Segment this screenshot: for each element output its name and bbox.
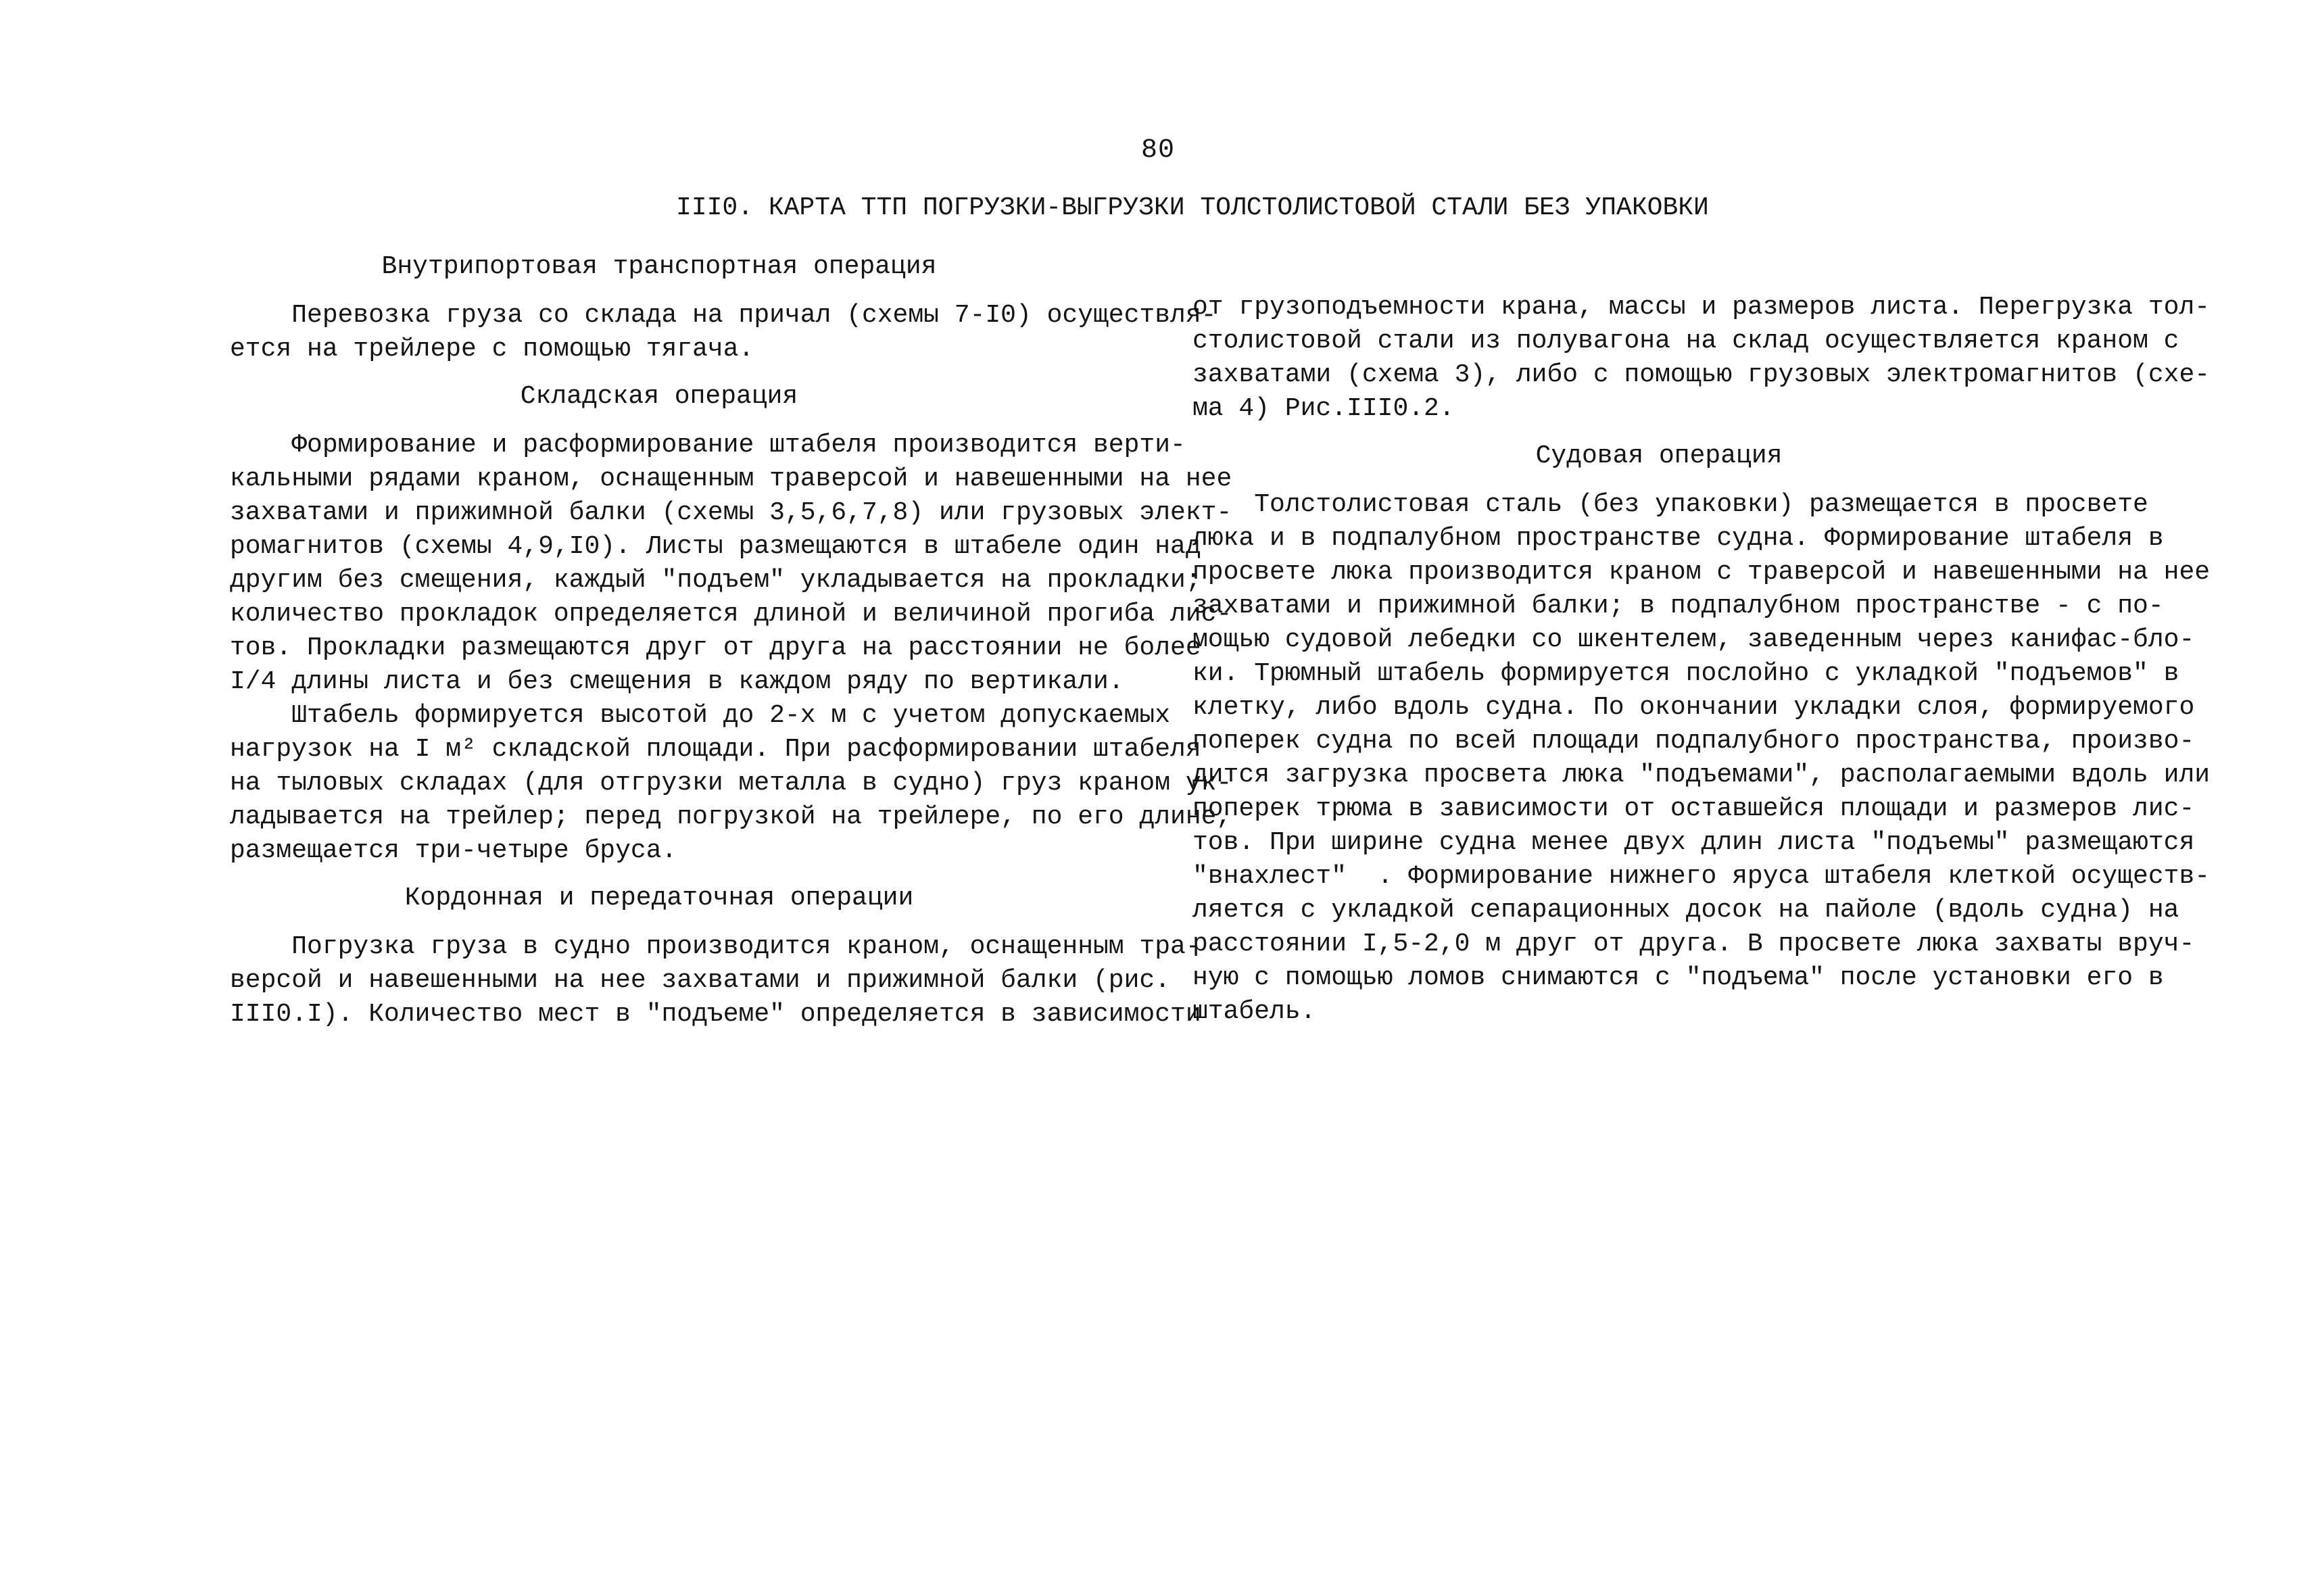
section-heading-warehouse: Складская операция bbox=[520, 382, 798, 411]
text-line: ки. Трюмный штабель формируется послойно с укладкой "подъемов" в bbox=[1192, 659, 2179, 688]
text-line: нагрузок на I м² складской площади. При расформировании штабеля bbox=[230, 735, 1201, 764]
text-line: расстоянии I,5-2,0 м друг от друга. В просвете люка захваты вруч- bbox=[1192, 929, 2195, 959]
text-line: поперек судна по всей площади подпалубного пространства, произво- bbox=[1192, 727, 2195, 756]
text-line: люка и в подпалубном пространстве судна. Формирование штабеля в bbox=[1192, 524, 2164, 553]
text-line: клетку, либо вдоль судна. По окончании укладки слоя, формируемого bbox=[1192, 693, 2195, 722]
continuation-text bbox=[1192, 291, 2211, 426]
text-line: III0.I). Количество мест в "подъеме" определяется в зависимости bbox=[230, 1000, 1201, 1029]
section-heading-quay: Кордонная и передаточная операции bbox=[404, 884, 914, 913]
text-line: захватами и прижимной балки; в подпалубном пространстве - с по- bbox=[1192, 591, 2164, 621]
text-line: на тыловых складах (для отгрузки металла в судно) груз краном ук- bbox=[230, 769, 1232, 798]
text-line: дится загрузка просвета люка "подъемами", располагаемыми вдоль или bbox=[1192, 760, 2211, 790]
text-line: тов. Прокладки размещаются друг от друга на расстоянии не более bbox=[230, 633, 1201, 662]
text-line: Формирование и расформирование штабеля производится верти- bbox=[230, 431, 1186, 460]
text-line: другим без смещения, каждый "подъем" укладывается на прокладки; bbox=[230, 566, 1201, 595]
text-line: Толстолистовая сталь (без упаковки) размещается в просвете bbox=[1192, 490, 2148, 519]
text-line: мощью судовой лебедки со шкентелем, заведенным через канифас-бло- bbox=[1192, 625, 2195, 654]
text-line: Штабель формируется высотой до 2-х м с учетом допускаемых bbox=[230, 701, 1171, 730]
text-line: I/4 длины листа и без смещения в каждом ряду по вертикали. bbox=[230, 667, 1124, 696]
section-body-quay bbox=[230, 930, 1201, 1032]
text-line: штабель. bbox=[1192, 997, 1316, 1026]
page-number: 80 bbox=[1140, 135, 1175, 166]
text-line: ромагнитов (схемы 4,9,I0). Листы размещаются в штабеле один над bbox=[230, 532, 1201, 561]
text-line: поперек трюма в зависимости от оставшейся площади и размеров лис- bbox=[1192, 794, 2195, 823]
text-line: ется на трейлере с помощью тягача. bbox=[230, 335, 754, 364]
text-line: тов. При ширине судна менее двух длин листа "подъемы" размещаются bbox=[1192, 828, 2195, 857]
text-line: столистовой стали из полувагона на склад осуществляется краном с bbox=[1192, 327, 2179, 356]
text-line: количество прокладок определяется длиной и величиной прогиба лис- bbox=[230, 600, 1232, 629]
text-line: ладывается на трейлер; перед погрузкой на трейлере, по его длине, bbox=[230, 802, 1232, 831]
text-line: версой и навешенными на нее захватами и прижимной балки (рис. bbox=[230, 966, 1171, 995]
left-column bbox=[230, 250, 1232, 1032]
text-line: просвете люка производится краном с траверсой и навешенными на нее bbox=[1192, 558, 2211, 587]
text-line: размещается три-четыре бруса. bbox=[230, 836, 677, 865]
text-line: ную с помощью ломов снимаются с "подъема" после установки его в bbox=[1192, 963, 2164, 992]
text-line: ма 4) Рис.III0.2. bbox=[1192, 394, 1455, 423]
text-line: захватами (схема 3), либо с помощью грузовых электромагнитов (схе- bbox=[1192, 360, 2211, 389]
section-body-warehouse bbox=[230, 429, 1232, 868]
section-body-ship bbox=[1192, 488, 2211, 1029]
text-line: Перевозка груза со склада на причал (схемы 7-I0) осуществля- bbox=[230, 301, 1217, 330]
text-line: ляется с укладкой сепарационных досок на пайоле (вдоль судна) на bbox=[1192, 896, 2179, 925]
text-line: захватами и прижимной балки (схемы 3,5,6,7,8) или грузовых элект- bbox=[230, 498, 1232, 527]
text-line: Погрузка груза в судно производится краном, оснащенным тра- bbox=[230, 932, 1201, 961]
section-heading-ship: Судовая операция bbox=[1535, 441, 1783, 470]
page-title: III0. КАРТА ТТП ПОГРУЗКИ-ВЫГРУЗКИ ТОЛСТОЛИСТОВОЙ СТАЛИ БЕЗ УПАКОВКИ bbox=[676, 193, 1709, 222]
right-column bbox=[1192, 291, 2211, 1029]
section-body-transport bbox=[230, 299, 1217, 366]
text-line: кальными рядами краном, оснащенным траверсой и навешенными на нее bbox=[230, 464, 1232, 493]
text-line: от грузоподъемности крана, массы и размеров листа. Перегрузка тол- bbox=[1192, 293, 2211, 322]
section-heading-transport: Внутрипортовая транспортная операция bbox=[381, 252, 937, 281]
text-line: "внахлест" . Формирование нижнего яруса штабеля клеткой осуществ- bbox=[1192, 862, 2211, 891]
